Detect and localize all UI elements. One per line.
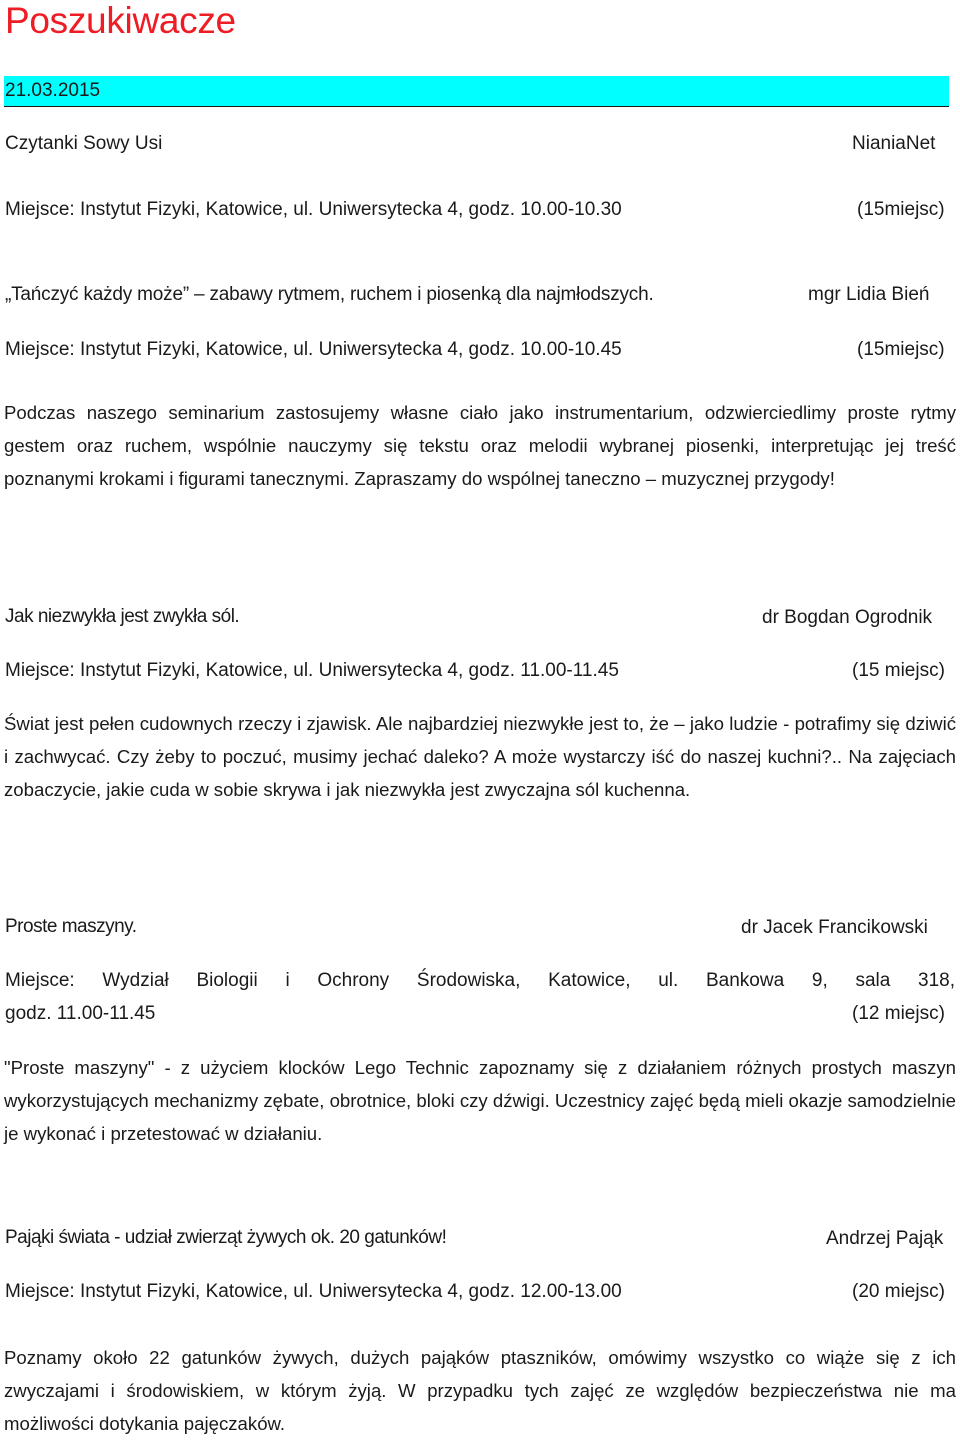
event-4-place: Miejsce: Wydział Biologii i Ochrony Środowiska, Katowice, ul. Bankowa 9, sala 318, — [5, 970, 955, 991]
event-4-heading: Proste maszyny. — [5, 916, 137, 937]
event-5-presenter: Andrzej Pająk — [826, 1228, 944, 1249]
event-1-seats: (15miejsc) — [857, 199, 945, 220]
event-3-presenter: dr Bogdan Ogrodnik — [762, 607, 933, 628]
event-3-seats: (15 miejsc) — [852, 660, 945, 681]
event-4-description: "Proste maszyny" - z użyciem klocków Lego Technic zapoznamy się z działaniem różnych prostych maszyn wykorzystujących mechanizmy zębate, obrotnice, bloki czy dźwigi. Uczestnicy zajęć będą mieli okazje samodzielnie je wykonać i przetestować w działaniu. — [4, 1057, 956, 1144]
event-3-place: Miejsce: Instytut Fizyki, Katowice, ul. Uniwersytecka 4, godz. 11.00-11.45 — [5, 660, 619, 681]
event-2-description: Podczas naszego seminarium zastosujemy własne ciało jako instrumentarium, odzwierciedlimy proste rytmy gestem oraz ruchem, wspólnie nauczymy się tekstu oraz melodii wybranej piosenki, interpretując jej treść poznanymi krokami i figurami tanecznymi. Zapraszamy do wspólnej taneczno – muzycznej przygody! — [4, 402, 956, 489]
date-bar — [4, 76, 949, 107]
event-1-presenter: NianiaNet — [852, 133, 936, 154]
event-3-description: Świat jest pełen cudownych rzeczy i zjawisk. Ale najbardziej niezwykłe jest to, że – jako ludzie - potrafimy się dziwić i zachwycać. Czy żeby to poczuć, musimy jechać daleko? A może wystarczy iść do naszej kuchni?.. Na zajęciach zobaczycie, jakie cuda w sobie skrywa i jak niezwykła jest zwyczajna sól kuchenna. — [4, 713, 956, 800]
event-date: 21.03.2015 — [5, 80, 101, 101]
event-3-heading: Jak niezwykła jest zwykła sól. — [5, 606, 240, 627]
event-1-heading: Czytanki Sowy Usi — [5, 133, 163, 154]
event-5-place: Miejsce: Instytut Fizyki, Katowice, ul. Uniwersytecka 4, godz. 12.00-13.00 — [5, 1281, 622, 1302]
event-2-presenter: mgr Lidia Bień — [808, 284, 930, 305]
event-2-heading: „Tańczyć każdy może” – zabawy rytmem, ruchem i piosenką dla najmłodszych. — [5, 284, 654, 305]
event-2-seats: (15miejsc) — [857, 339, 945, 360]
event-5-heading: Pająki świata - udział zwierząt żywych ok. 20 gatunków! — [5, 1227, 447, 1248]
event-4-seats: (12 miejsc) — [852, 1003, 945, 1024]
page-title: Poszukiwacze — [5, 0, 236, 41]
event-4-presenter: dr Jacek Francikowski — [741, 917, 928, 938]
event-2-place: Miejsce: Instytut Fizyki, Katowice, ul. Uniwersytecka 4, godz. 10.00-10.45 — [5, 339, 622, 360]
event-5-seats: (20 miejsc) — [852, 1281, 945, 1302]
event-5-description: Poznamy około 22 gatunków żywych, dużych pająków ptaszników, omówimy wszystko co wiąże się z ich zwyczajami i środowiskiem, w którym żyją. W przypadku tych zajęć ze względów bezpieczeństwa nie ma możliwości dotykania pajęczaków. — [4, 1347, 956, 1434]
event-1-place: Miejsce: Instytut Fizyki, Katowice, ul. Uniwersytecka 4, godz. 10.00-10.30 — [5, 199, 622, 220]
event-4-place-line2: godz. 11.00-11.45 — [5, 1003, 156, 1024]
